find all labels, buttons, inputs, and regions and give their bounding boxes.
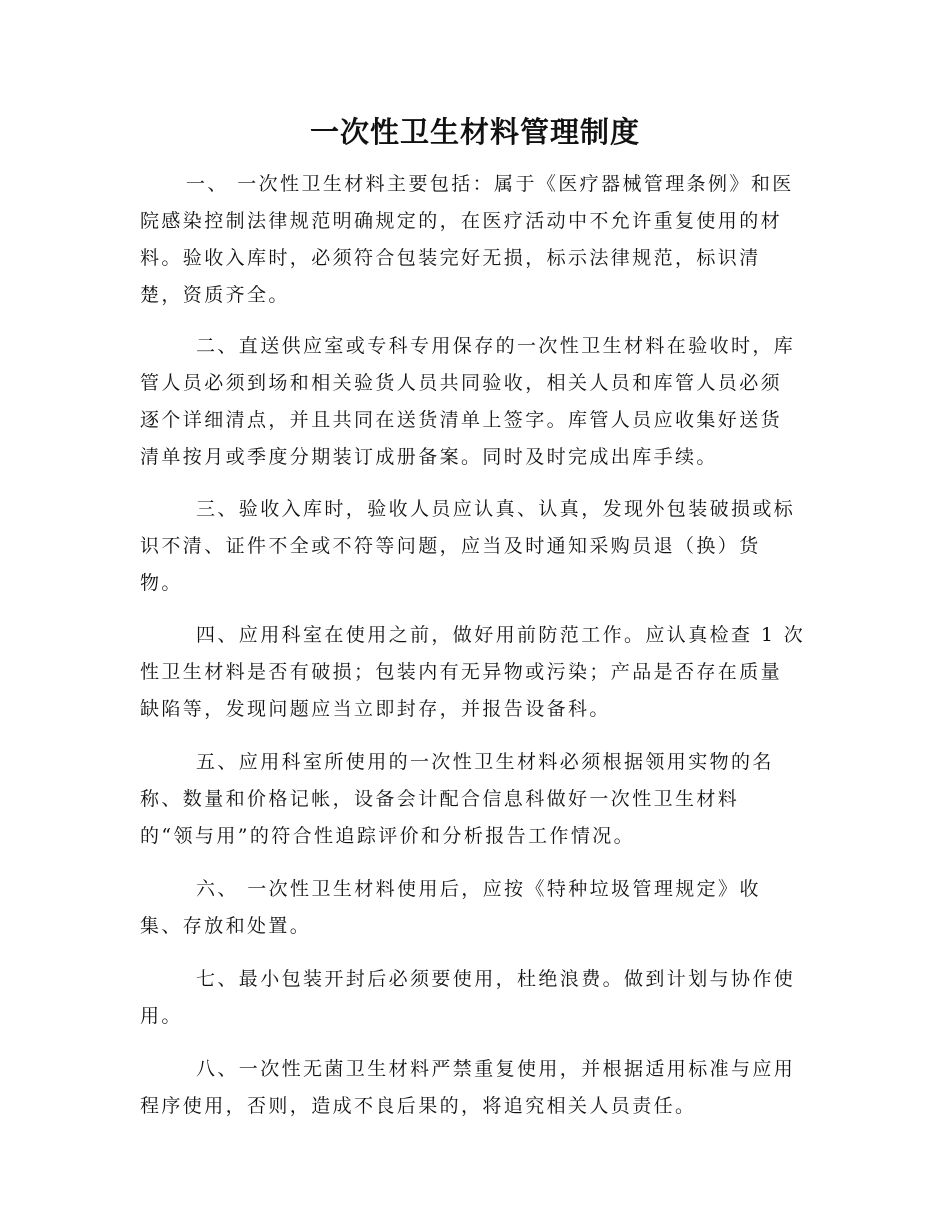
paragraph-line: 物。 — [140, 572, 183, 594]
paragraph-line: 的“领与用”的符合性追踪评价和分析报告工作情况。 — [140, 825, 636, 847]
paragraph-line: 料。验收入库时，必须符合包装完好无损，标示法律规范，标识清 — [140, 247, 761, 269]
paragraph-2 — [140, 328, 810, 476]
paragraph-line: 楚，资质齐全。 — [140, 284, 290, 306]
paragraph-line: 集、存放和处置。 — [140, 915, 312, 937]
paragraph-line: 四、应用科室在使用之前，做好用前防范工作。应认真检查 1 次 — [196, 624, 806, 646]
paragraph-7 — [140, 961, 810, 1035]
paragraph-line: 清单按月或季度分期装订成册备案。同时及时完成出库手续。 — [140, 446, 718, 468]
paragraph-line: 程序使用，否则，造成不良后果的，将追究相关人员责任。 — [140, 1095, 697, 1117]
paragraph-line: 三、验收入库时，验收人员应认真、认真，发现外包装破损或标 — [196, 498, 796, 520]
paragraph-line: 称、数量和价格记帐，设备会计配合信息科做好一次性卫生材料 — [140, 788, 740, 810]
paragraph-line: 二、直送供应室或专科专用保存的一次性卫生材料在验收时，库 — [196, 335, 796, 357]
paragraph-line: 五、应用科室所使用的一次性卫生材料必须根据领用实物的名 — [196, 751, 774, 773]
paragraph-8 — [140, 1051, 810, 1125]
paragraph-3 — [140, 491, 810, 602]
paragraph-4 — [140, 617, 810, 728]
paragraph-5 — [140, 744, 810, 855]
paragraph-1 — [140, 166, 810, 314]
paragraph-line: 性卫生材料是否有破损；包装内有无异物或污染；产品是否存在质量 — [140, 661, 783, 683]
paragraph-line: 院感染控制法律规范明确规定的，在医疗活动中不允许重复使用的材 — [140, 210, 783, 232]
paragraph-line: 七、最小包装开封后必须要使用，杜绝浪费。做到计划与协作使 — [196, 968, 796, 990]
paragraph-line: 用。 — [140, 1005, 183, 1027]
paragraph-line: 六、 一次性卫生材料使用后，应按《特种垃圾管理规定》收 — [196, 878, 761, 900]
document-title: 一次性卫生材料管理制度 — [309, 115, 640, 149]
paragraph-line: 八、一次性无菌卫生材料严禁重复使用，并根据适用标准与应用 — [196, 1058, 796, 1080]
paragraph-line: 逐个详细清点，并且共同在送货清单上签字。库管人员应收集好送货 — [140, 409, 783, 431]
paragraph-line: 识不清、证件不全或不符等问题，应当及时通知采购员退（换）货 — [140, 535, 761, 557]
paragraph-line: 管人员必须到场和相关验货人员共同验收，相关人员和库管人员必须 — [140, 372, 783, 394]
paragraph-6 — [140, 871, 810, 945]
paragraph-line: 缺陷等，发现问题应当立即封存，并报告设备科。 — [140, 698, 611, 720]
paragraph-line: 一、 一次性卫生材料主要包括：属于《医疗器械管理条例》和医 — [186, 173, 794, 195]
